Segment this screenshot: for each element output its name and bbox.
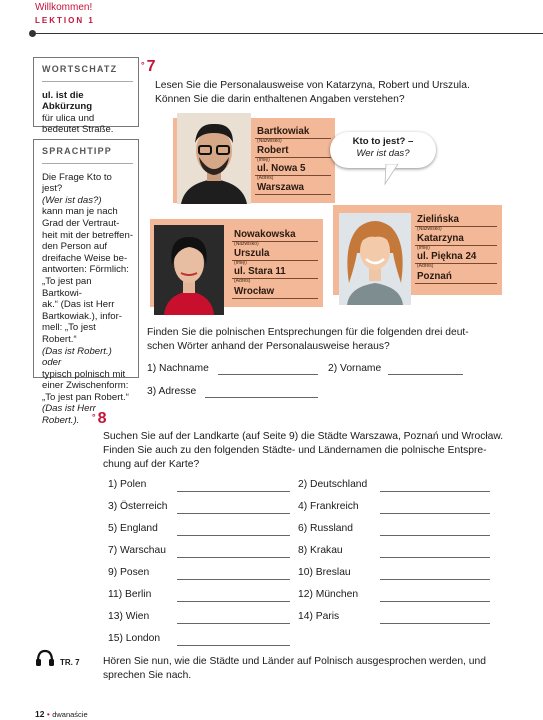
sprachtipp-rule bbox=[42, 163, 133, 164]
country-item-right: 10) Breslau bbox=[298, 567, 351, 578]
headphones-icon bbox=[35, 649, 55, 667]
item-nachname: 1) Nachname bbox=[147, 363, 209, 374]
exercise-dot: ° bbox=[141, 60, 145, 70]
id-card-katarzyna bbox=[333, 205, 502, 295]
country-item-right: 12) München bbox=[298, 589, 359, 600]
sprachtipp-line: mell: „To jest Robert.“ bbox=[42, 322, 96, 345]
chapter-title: Willkommen! bbox=[35, 2, 93, 13]
audio-instruction: Hören Sie nun, wie die Städte und Länder auf Polnisch ausgesprochen werden, und sprechen Sie nach. bbox=[103, 656, 486, 681]
answer-line[interactable] bbox=[205, 397, 318, 398]
sprachtipp-line: (Das ist Robert.) oder bbox=[42, 345, 112, 369]
bubble-question: Kto to jest? – bbox=[352, 136, 414, 147]
answer-line[interactable] bbox=[177, 623, 290, 624]
wortschatz-line: bedeutet Straße. bbox=[42, 124, 114, 136]
card-city: Warszawa bbox=[257, 182, 305, 193]
sprachtipp-line: (Wer ist das?) bbox=[42, 194, 102, 206]
country-item-left: 5) England bbox=[108, 523, 158, 534]
card-city: Wrocław bbox=[234, 286, 275, 297]
answer-line[interactable] bbox=[177, 513, 290, 514]
sprachtipp-line: Bartkowiak.), infor- bbox=[42, 310, 122, 322]
card-city: Poznań bbox=[417, 271, 452, 282]
photo-robert bbox=[177, 113, 251, 204]
photo-urszula bbox=[154, 225, 224, 315]
card-label: (Adres) bbox=[257, 175, 274, 181]
card-line bbox=[415, 283, 497, 284]
sprachtipp-line: Die Frage Kto to jest? bbox=[42, 171, 112, 195]
id-card-urszula bbox=[150, 219, 323, 307]
country-item-right: 14) Paris bbox=[298, 611, 340, 622]
header-rule-dot bbox=[29, 30, 36, 37]
card-label: (Nazwisko) bbox=[417, 226, 442, 232]
track-label: TR. 7 bbox=[60, 658, 80, 667]
answer-line[interactable] bbox=[380, 579, 490, 580]
card-label: (Imię) bbox=[417, 245, 430, 251]
card-label: (Adres) bbox=[417, 263, 434, 269]
sprachtipp-line: den Person auf bbox=[42, 241, 108, 253]
sprachtipp-line: heit mit der betreffen- bbox=[42, 229, 134, 241]
card-firstname: Robert bbox=[257, 145, 289, 156]
answer-line[interactable] bbox=[177, 579, 290, 580]
answer-line[interactable] bbox=[388, 374, 463, 375]
answer-line[interactable] bbox=[177, 601, 290, 602]
exercise-7-number: ° 7 bbox=[141, 58, 156, 75]
sprachtipp-line: einer Zwischenform: bbox=[42, 380, 129, 392]
item-vorname: 2) Vorname bbox=[328, 363, 382, 374]
wortschatz-line: für ulica und bbox=[42, 112, 95, 124]
answer-line[interactable] bbox=[380, 491, 490, 492]
card-surname: Zielińska bbox=[417, 214, 459, 225]
card-label: (Imię) bbox=[257, 157, 270, 163]
exercise-8-number: ° 8 bbox=[92, 410, 107, 427]
sprachtipp-line: kann man je nach bbox=[42, 206, 118, 218]
answer-line[interactable] bbox=[380, 557, 490, 558]
sprachtipp-line: dreifache Weise be- bbox=[42, 252, 128, 264]
answer-line[interactable] bbox=[177, 645, 290, 646]
country-item-left: 9) Posen bbox=[108, 567, 150, 578]
item-adresse: 3) Adresse bbox=[147, 386, 197, 397]
country-item-left: 7) Warschau bbox=[108, 545, 166, 556]
answer-line[interactable] bbox=[380, 513, 490, 514]
card-firstname: Katarzyna bbox=[417, 233, 464, 244]
card-label: (Nazwisko) bbox=[257, 138, 282, 144]
country-item-right: 8) Krakau bbox=[298, 545, 343, 556]
exercise-dot: ° bbox=[92, 412, 96, 422]
bubble-tail bbox=[382, 164, 402, 186]
answer-line[interactable] bbox=[380, 623, 490, 624]
card-firstname: Urszula bbox=[234, 248, 270, 259]
card-address: ul. Piękna 24 bbox=[417, 251, 477, 262]
card-line bbox=[255, 194, 331, 195]
page-number: 12 • dwanaście bbox=[35, 709, 88, 719]
answer-line[interactable] bbox=[177, 557, 290, 558]
country-item-right: 6) Russland bbox=[298, 523, 353, 534]
card-label: (Nazwisko) bbox=[234, 241, 259, 247]
wortschatz-rule bbox=[42, 81, 133, 82]
sprachtipp-line: (Das ist Herr Robert.). bbox=[42, 403, 96, 427]
country-item-right: 2) Deutschland bbox=[298, 479, 368, 490]
id-card-robert bbox=[173, 118, 335, 203]
card-surname: Bartkowiak bbox=[257, 126, 310, 137]
answer-line[interactable] bbox=[380, 535, 490, 536]
photo-katarzyna bbox=[339, 213, 411, 305]
answer-line[interactable] bbox=[218, 374, 318, 375]
answer-line[interactable] bbox=[380, 601, 490, 602]
card-address: ul. Stara 11 bbox=[234, 266, 286, 277]
card-label: (Adres) bbox=[234, 278, 251, 284]
country-item-left: 3) Österreich bbox=[108, 501, 168, 512]
sprachtipp-title: SPRACHTIPP bbox=[42, 146, 113, 156]
header-rule bbox=[32, 33, 543, 34]
exercise-7-intro: Lesen Sie die Personalausweise von Katarzyna, Robert und Urszula. Können Sie die darin enthaltenen Angaben verstehen? bbox=[155, 80, 470, 105]
country-item-left: 1) Polen bbox=[108, 479, 147, 490]
exercise-7-task: Finden Sie die polnischen Entsprechungen für die folgenden drei deut- schen Wörter anhand der Personalausweise heraus? bbox=[147, 327, 469, 352]
sprachtipp-line: Grad der Vertraut- bbox=[42, 217, 120, 229]
card-label: (Imię) bbox=[234, 260, 247, 266]
bubble-translation: Wer ist das? bbox=[356, 148, 410, 159]
answer-line[interactable] bbox=[177, 535, 290, 536]
card-address: ul. Nowa 5 bbox=[257, 163, 306, 174]
sprachtipp-line: ak.“ (Das ist Herr bbox=[42, 299, 115, 311]
sprachtipp-box bbox=[33, 139, 139, 427]
sprachtipp-line: antworten: Förmlich: bbox=[42, 264, 129, 276]
wortschatz-title: WORTSCHATZ bbox=[42, 64, 118, 74]
speech-bubble bbox=[330, 132, 436, 168]
lesson-label: LEKTION 1 bbox=[35, 16, 95, 25]
wortschatz-line: ul. ist die Abkürzung bbox=[42, 89, 93, 113]
sprachtipp-line: typisch polnisch mit bbox=[42, 368, 126, 380]
wortschatz-box bbox=[33, 57, 139, 136]
country-item-left: 15) London bbox=[108, 633, 161, 644]
sprachtipp-line: „To jest pan Robert.“ bbox=[42, 391, 129, 403]
country-item-right: 4) Frankreich bbox=[298, 501, 359, 512]
exercise-8-intro: Suchen Sie auf der Landkarte (auf Seite 9) die Städte Warszawa, Poznań und Wrocław. Finden Sie auch zu den folgenden Städte- und Ländernamen die polnische Entspre- chung auf der Karte? bbox=[103, 431, 504, 470]
card-line bbox=[232, 298, 318, 299]
sprachtipp-line: „To jest pan Bartkowi- bbox=[42, 275, 92, 299]
country-item-left: 13) Wien bbox=[108, 611, 150, 622]
card-surname: Nowakowska bbox=[234, 229, 296, 240]
country-item-left: 11) Berlin bbox=[108, 589, 152, 600]
answer-line[interactable] bbox=[177, 491, 290, 492]
